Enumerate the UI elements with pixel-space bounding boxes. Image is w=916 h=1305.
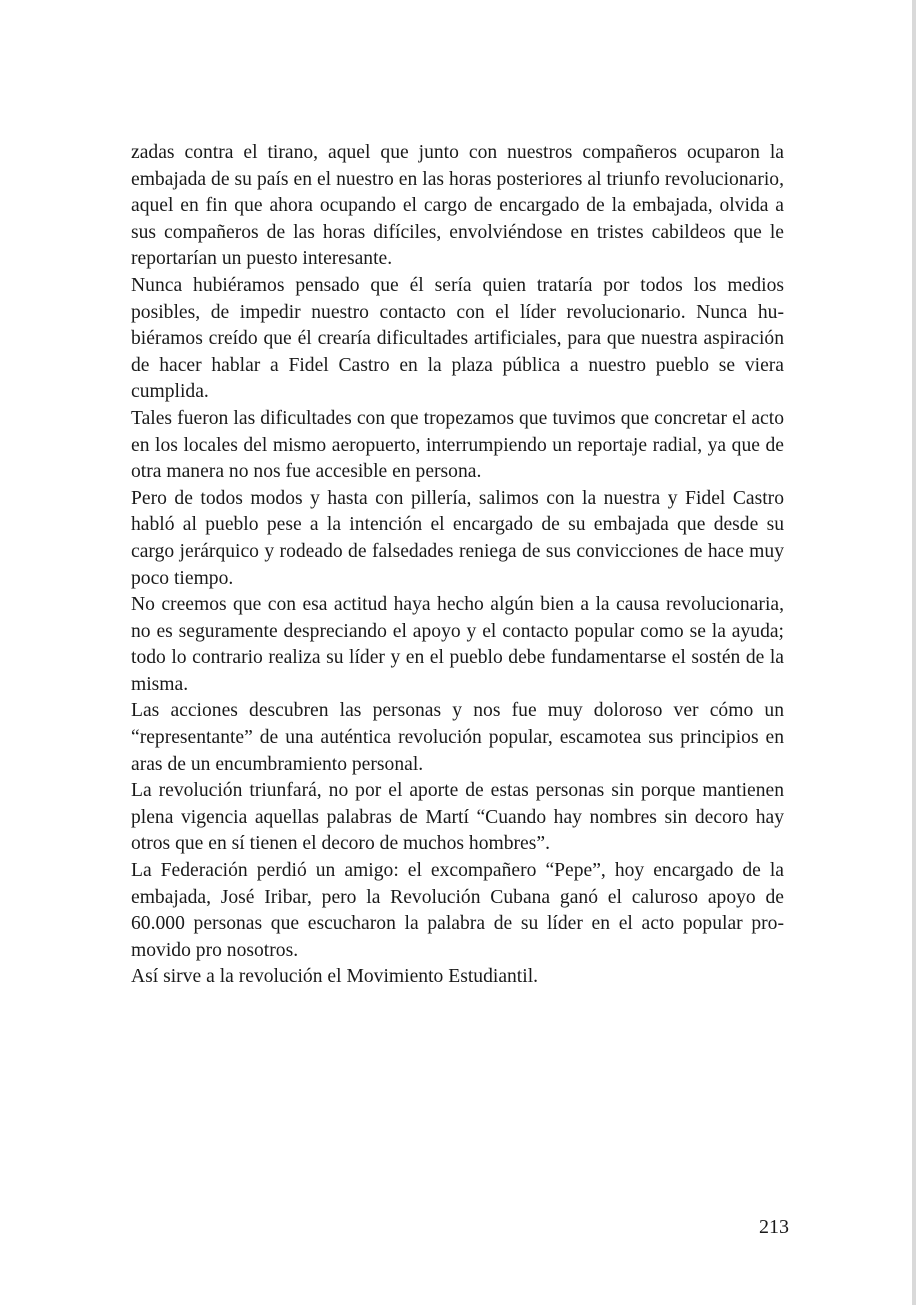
paragraph: Nunca hubiéramos pensado que él sería quien trataría por todos los medios posibles, de impedir nuestro contacto con el líder revolucionario. Nunca hubiéramos creído que él crearía dificultades artificiales, para que nuestra aspiración de hacer hablar a Fidel Castro en la plaza pública a nuestro pueblo se viera cumplida. [131,274,784,403]
paragraph: zadas contra el tirano, aquel que junto con nuestros compañeros ocuparon la embajada de su país en el nuestro en las horas posteriores al triunfo revolucionario, aquel en fin que ahora ocupando el cargo de encargado de la embajada, olvida a sus compañeros de las horas difíciles, envolviéndose en tristes cabildeos que le reportarían un puesto interesante. [131,142,784,270]
body-text [131,140,784,991]
paragraph: La revolución triunfará, no por el aporte de estas personas sin porque mantienen plena vigencia aquellas palabras de Martí “Cuando hay nombres sin decoro hay otros que en sí tienen el decoro de muchos hombres”. [131,780,784,855]
paragraph: Pero de todos modos y hasta con pillería, salimos con la nuestra y Fidel Castro habló al pueblo pese a la intención el encargado de su embajada que desde su cargo jerárquico y rodeado de falsedades reniega de sus convicciones de hace muy poco tiempo. [131,487,784,589]
paragraph: Tales fueron las dificultades con que tropezamos que tuvimos que concretar el acto en los locales del mismo aeropuerto, interrumpiendo un reportaje radial, ya que de otra manera no nos fue accesible en persona. [131,407,784,483]
paragraph: Así sirve a la revolución el Movimiento Estudiantil. [131,966,539,988]
page-number: 213 [759,1216,789,1238]
page-edge [912,0,916,1305]
paragraph: La Federación perdió un amigo: el excompañero “Pepe”, hoy encargado de la embajada, José Iribar, pero la Revolución Cubana ganó el caluroso apoyo de 60.000 personas que escucharon la palabra de su líder en el acto popular promovido pro nosotros. [131,860,784,961]
paragraph: Las acciones descubren las personas y nos fue muy doloroso ver cómo un “representante” de una auténtica revolución popular, escamotea sus principios en aras de un encumbramiento personal. [131,700,784,775]
paragraph: No creemos que con esa actitud haya hecho algún bien a la causa revolucionaria, no es seguramente despreciando el apoyo y el contacto popular como se la ayuda; todo lo contrario realiza su líder y en el pueblo debe fundamentarse el sostén de la misma. [131,594,784,695]
